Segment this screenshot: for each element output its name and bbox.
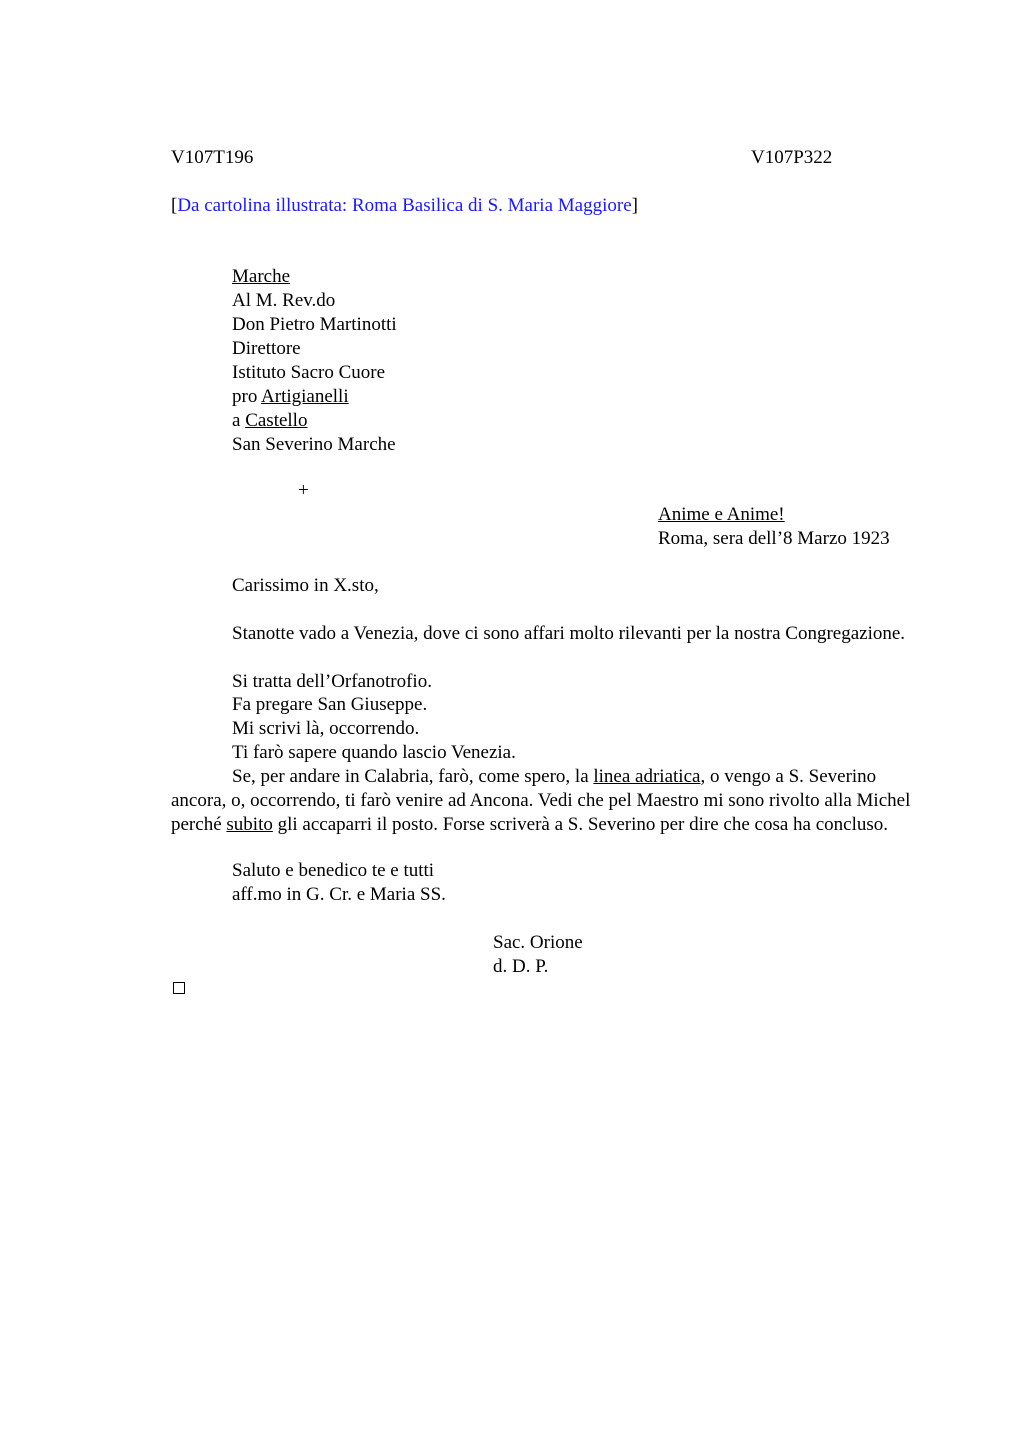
- address-location-prefix: a: [232, 410, 246, 431]
- end-marker-box: [173, 982, 185, 994]
- p6-underlined-subito: subito: [226, 814, 273, 835]
- address-line-role: Direttore: [232, 338, 301, 359]
- signature-name: Sac. Orione: [493, 932, 583, 953]
- body-paragraph-8: aff.mo in G. Cr. e Maria SS.: [232, 884, 446, 905]
- address-block: [232, 265, 397, 457]
- p6-text-a: Se, per andare in Calabria, farò, come spero, la: [232, 766, 594, 787]
- body-paragraph-7: Saluto e benedico te e tutti: [232, 860, 435, 881]
- salutation: Carissimo in X.sto,: [232, 575, 379, 596]
- note-bracket-close: ]: [631, 195, 638, 216]
- signature-title: d. D. P.: [493, 956, 549, 977]
- document-code-right: V107P322: [751, 147, 833, 168]
- letter-heading: [658, 503, 890, 551]
- address-location-underlined: Castello: [245, 410, 308, 431]
- editorial-note: [171, 194, 638, 218]
- address-line-city: San Severino Marche: [232, 434, 396, 455]
- body-paragraph-3: Fa pregare San Giuseppe.: [232, 694, 428, 715]
- body-paragraph-4: Mi scrivi là, occorrendo.: [232, 718, 420, 739]
- address-line-honorific: Al M. Rev.do: [232, 290, 336, 311]
- address-line-institute: Istituto Sacro Cuore: [232, 362, 386, 383]
- address-line-pro: [232, 385, 397, 409]
- motto: Anime e Anime!: [658, 504, 785, 525]
- document-code-left: V107T196: [171, 147, 254, 168]
- cross-symbol: +: [298, 480, 309, 501]
- note-text: Da cartolina illustrata: Roma Basilica di S. Maria Maggiore: [177, 195, 632, 216]
- body-paragraph-5: Ti farò sapere quando lascio Venezia.: [232, 742, 516, 763]
- body-paragraph-2: Si tratta dell’Orfanotrofio.: [232, 671, 432, 692]
- note-bracket-open: [: [171, 195, 178, 216]
- body-paragraph-6: [171, 765, 931, 837]
- address-pro-prefix: pro: [232, 386, 262, 407]
- p6-text-b: , o vengo a S. Severino ancora, o, occorrendo, ti farò venire ad Ancona. Vedi che pel Maestro mi sono rivolto alla Michel perché: [171, 766, 911, 835]
- address-line-location: [232, 409, 397, 433]
- address-line-recipient: Don Pietro Martinotti: [232, 314, 397, 335]
- address-pro-underlined: Artigianelli: [261, 386, 349, 407]
- signature-block: [493, 931, 583, 979]
- address-line-region: Marche: [232, 266, 291, 287]
- body-paragraph-1: Stanotte vado a Venezia, dove ci sono affari molto rilevanti per la nostra Congregazione.: [232, 623, 906, 644]
- place-date: Roma, sera dell’8 Marzo 1923: [658, 528, 890, 549]
- p6-underlined-route: linea adriatica: [593, 766, 701, 787]
- p6-text-c: gli accaparri il posto. Forse scriverà a S. Severino per dire che cosa ha concluso.: [272, 814, 889, 835]
